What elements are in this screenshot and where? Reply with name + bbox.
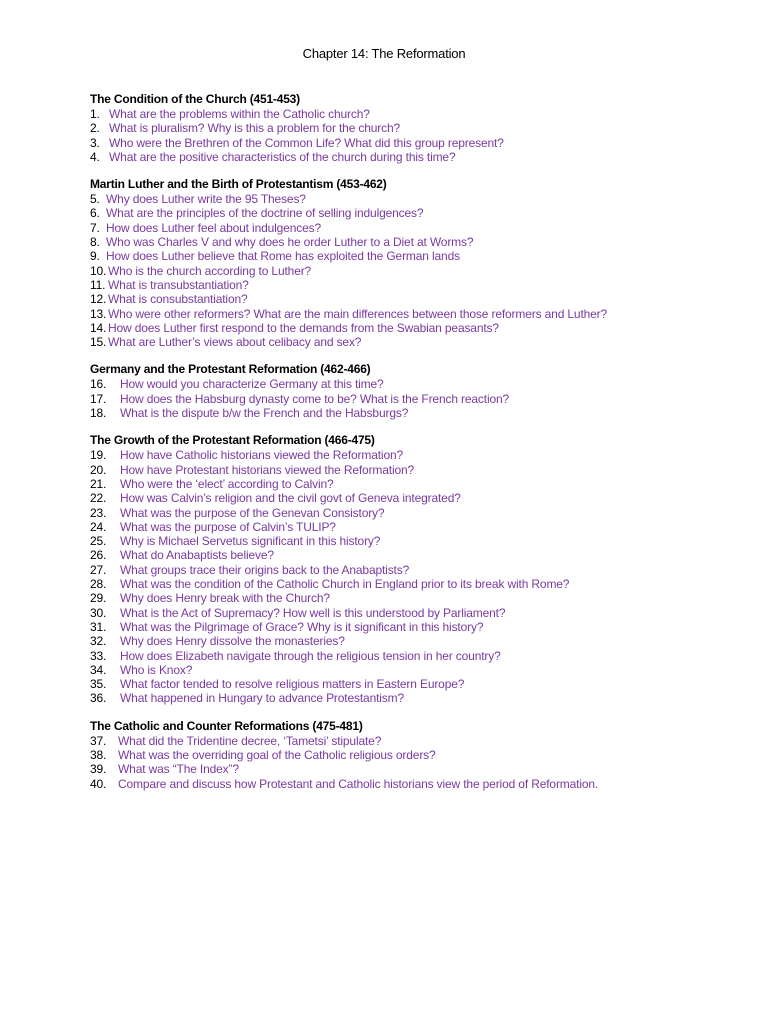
question-text: What did the Tridentine decree, ‘Tametsi’ stipulate? (118, 733, 382, 748)
question-item (90, 264, 750, 278)
question-number: 39. (90, 762, 107, 777)
question-item (90, 463, 750, 477)
question-text: What was “The Index”? (118, 762, 239, 777)
section (90, 362, 750, 420)
question-text: What factor tended to resolve religious matters in Eastern Europe? (120, 677, 465, 692)
question-number: 24. (90, 519, 107, 534)
question-number: 12. (90, 292, 107, 307)
question-text: What is transubstantiation? (108, 277, 249, 292)
question-text: What do Anabaptists believe? (120, 548, 274, 563)
section-heading: Germany and the Protestant Reformation (462-466) (90, 362, 371, 377)
question-text: How does the Habsburg dynasty come to be? What is the French reaction? (120, 391, 510, 406)
question-number: 8. (90, 235, 100, 250)
question-text: Why does Luther write the 95 Theses? (106, 192, 306, 207)
question-number: 37. (90, 733, 107, 748)
question-number: 29. (90, 591, 107, 606)
question-number: 40. (90, 776, 107, 791)
question-item (90, 121, 750, 135)
question-text: What are the principles of the doctrine of selling indulgences? (106, 206, 424, 221)
section-heading: The Growth of the Protestant Reformation (466-475) (90, 433, 375, 448)
question-item (90, 292, 750, 306)
question-number: 2. (90, 121, 100, 136)
question-number: 13. (90, 306, 107, 321)
question-text: What are Luther’s views about celibacy and sex? (108, 335, 362, 350)
question-item (90, 691, 750, 705)
question-text: How have Catholic historians viewed the Reformation? (120, 448, 404, 463)
question-text: Why does Henry dissolve the monasteries? (120, 634, 345, 649)
question-text: What groups trace their origins back to the Anabaptists? (120, 562, 410, 577)
question-text: What was the condition of the Catholic Church in England prior to its break with Rome? (120, 577, 570, 592)
question-number: 1. (90, 107, 100, 121)
question-text: What are the problems within the Catholic church? (109, 107, 370, 121)
question-item (90, 577, 750, 591)
section (90, 433, 750, 705)
question-item (90, 192, 750, 206)
question-item (90, 548, 750, 562)
question-text: What are the positive characteristics of the church during this time? (109, 149, 456, 164)
question-text: Why does Henry break with the Church? (120, 591, 330, 606)
question-item (90, 520, 750, 534)
question-number: 6. (90, 206, 100, 221)
section (90, 719, 750, 791)
question-item (90, 734, 750, 748)
question-number: 5. (90, 192, 100, 207)
question-text: How would you characterize Germany at this time? (120, 377, 384, 392)
question-item (90, 591, 750, 605)
question-number: 34. (90, 662, 107, 677)
section (90, 177, 750, 349)
question-number: 18. (90, 406, 107, 421)
question-text: Why is Michael Servetus significant in this history? (120, 534, 381, 549)
question-item (90, 321, 750, 335)
question-item (90, 563, 750, 577)
question-text: How have Protestant historians viewed the Reformation? (120, 462, 415, 477)
question-text: How does Luther believe that Rome has exploited the German lands (106, 249, 460, 264)
question-number: 3. (90, 135, 100, 150)
question-item (90, 392, 750, 406)
question-text: Compare and discuss how Protestant and Catholic historians view the period of Reformation. (118, 776, 599, 791)
question-text: What is the Act of Supremacy? How well is this understood by Parliament? (120, 605, 506, 620)
question-text: How does Elizabeth navigate through the religious tension in her country? (120, 648, 501, 663)
page-title: Chapter 14: The Reformation (302, 46, 466, 61)
section-heading: Martin Luther and the Birth of Protestantism (453-462) (90, 177, 387, 192)
question-number: 4. (90, 149, 100, 164)
question-number: 9. (90, 249, 100, 264)
question-number: 23. (90, 505, 107, 520)
question-text: Who is Knox? (120, 662, 193, 677)
question-item (90, 477, 750, 491)
question-number: 15. (90, 335, 107, 350)
question-item (90, 150, 750, 164)
question-number: 36. (90, 691, 107, 706)
question-number: 20. (90, 462, 107, 477)
question-number: 7. (90, 220, 100, 235)
question-text: Who were the ‘elect’ according to Calvin? (120, 476, 334, 491)
question-item (90, 634, 750, 648)
question-number: 35. (90, 677, 107, 692)
question-number: 14. (90, 320, 107, 335)
question-item (90, 235, 750, 249)
question-item (90, 762, 750, 776)
question-text: Who were the Brethren of the Common Life? What did this group represent? (109, 135, 504, 150)
question-item (90, 748, 750, 762)
question-item (90, 777, 750, 791)
question-text: What was the Pilgrimage of Grace? Why is it significant in this history? (120, 619, 484, 634)
question-text: Who was Charles V and why does he order Luther to a Diet at Worms? (106, 235, 474, 250)
question-item (90, 491, 750, 505)
question-number: 28. (90, 577, 107, 592)
question-number: 31. (90, 619, 107, 634)
question-item (90, 663, 750, 677)
question-text: What was the purpose of the Genevan Consistory? (120, 505, 385, 520)
question-item (90, 107, 750, 121)
question-number: 27. (90, 562, 107, 577)
question-item (90, 677, 750, 691)
question-text: How does Luther first respond to the demands from the Swabian peasants? (108, 320, 499, 335)
question-text: What is the dispute b/w the French and the Habsburgs? (120, 406, 409, 421)
question-text: What happened in Hungary to advance Protestantism? (120, 691, 405, 706)
question-item (90, 377, 750, 391)
question-item (90, 206, 750, 220)
question-text: What is consubstantiation? (108, 292, 248, 307)
question-item (90, 278, 750, 292)
question-item (90, 249, 750, 263)
question-number: 33. (90, 648, 107, 663)
question-number: 26. (90, 548, 107, 563)
question-text: Who were other reformers? What are the main differences between those reformers and Luther? (108, 306, 608, 321)
question-number: 21. (90, 476, 107, 491)
question-item (90, 649, 750, 663)
question-item (90, 335, 750, 349)
question-text: What is pluralism? Why is this a problem for the church? (109, 121, 401, 136)
question-item (90, 620, 750, 634)
question-number: 22. (90, 491, 107, 506)
section-heading: The Condition of the Church (451-453) (90, 92, 300, 106)
question-item (90, 307, 750, 321)
question-item (90, 221, 750, 235)
question-item (90, 506, 750, 520)
question-item (90, 136, 750, 150)
question-number: 30. (90, 605, 107, 620)
question-number: 25. (90, 534, 107, 549)
question-number: 16. (90, 377, 107, 392)
question-number: 10. (90, 263, 107, 278)
question-item (90, 534, 750, 548)
question-text: Who is the church according to Luther? (108, 263, 312, 278)
section-heading: The Catholic and Counter Reformations (475-481) (90, 718, 363, 733)
question-text: How does Luther feel about indulgences? (106, 220, 321, 235)
question-text: What was the overriding goal of the Catholic religious orders? (118, 747, 436, 762)
question-number: 11. (90, 277, 106, 292)
question-number: 32. (90, 634, 107, 649)
question-number: 38. (90, 747, 107, 762)
question-item (90, 448, 750, 462)
question-item (90, 606, 750, 620)
question-number: 19. (90, 448, 107, 463)
question-number: 17. (90, 391, 107, 406)
question-item (90, 406, 750, 420)
question-text: What was the purpose of Calvin’s TULIP? (120, 519, 336, 534)
question-list (90, 92, 750, 804)
section (90, 92, 750, 164)
question-text: How was Calvin’s religion and the civil govt of Geneva integrated? (120, 491, 461, 506)
